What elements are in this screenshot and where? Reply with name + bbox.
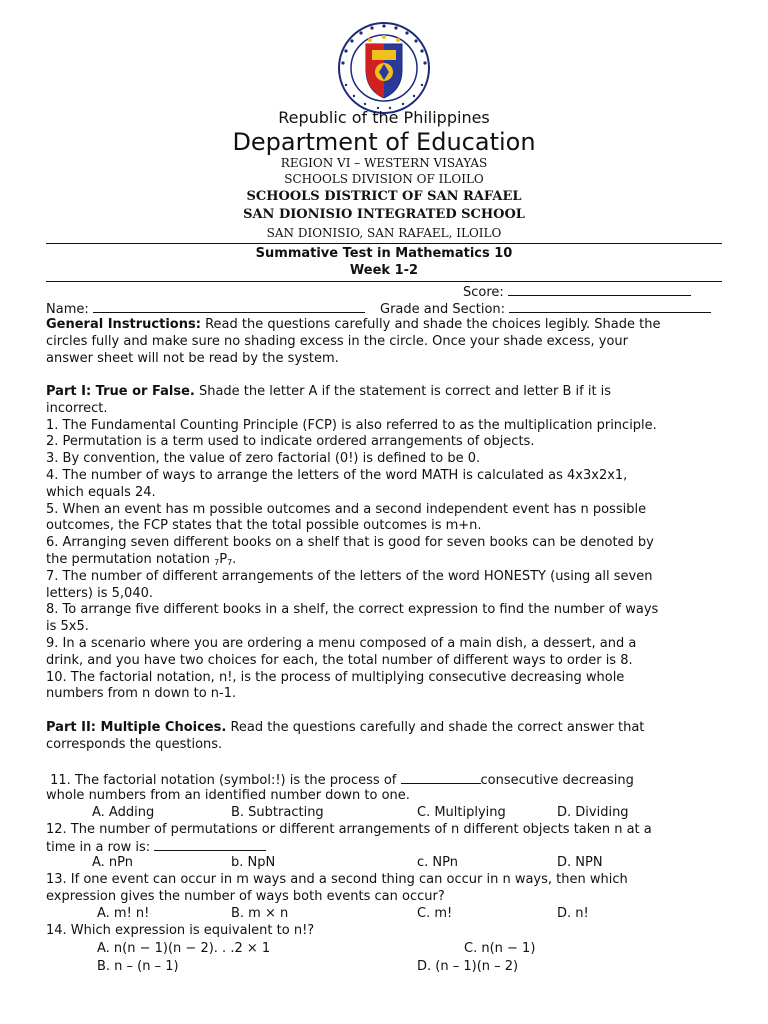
instructions-label: General Instructions: <box>46 317 201 332</box>
question-11 <box>46 771 634 790</box>
week-label: Week 1-2 <box>349 263 419 278</box>
question-5-cont: outcomes, the FCP states that the total possible outcomes is m+n. <box>46 518 482 533</box>
question-13-cont: expression gives the number of ways both events can occur? <box>46 889 445 904</box>
region-line: REGION VI – WESTERN VISAYAS <box>280 156 488 170</box>
school-address: SAN DIONISIO, SAN RAFAEL, ILOILO <box>266 226 502 240</box>
instructions-line-2: circles fully and make sure no shading excess in the circle. Once your shade excess, your <box>46 334 628 349</box>
q13-choice-b[interactable]: B. m × n <box>231 906 289 921</box>
name-field[interactable] <box>46 300 365 319</box>
permutation-p: P <box>219 552 228 567</box>
q11-choice-a[interactable]: A. Adding <box>92 805 155 820</box>
score-label: Score: <box>463 285 504 300</box>
part2-instructions-1: Read the questions carefully and shade the correct answer that <box>230 720 645 735</box>
q11-choice-d[interactable]: D. Dividing <box>557 805 629 820</box>
part2-heading <box>46 720 644 737</box>
deped-seal-logo <box>332 20 436 116</box>
instructions-text-1: Read the questions carefully and shade the choices legibly. Shade the <box>205 317 661 332</box>
grade-section-field[interactable] <box>380 300 711 319</box>
question-7-cont: letters) is 5,040. <box>46 586 153 601</box>
q14-choice-d[interactable]: D. (n – 1)(n – 2) <box>417 959 519 974</box>
school-name: SAN DIONISIO INTEGRATED SCHOOL <box>243 207 525 222</box>
question-12: 12. The number of permutations or different arrangements of n different objects taken n at a <box>46 822 652 837</box>
question-11-text-a: 11. The factorial notation (symbol:!) is the process of <box>46 773 401 788</box>
name-blank[interactable] <box>93 300 365 313</box>
instructions-line-3: answer sheet will not be read by the system. <box>46 351 339 366</box>
question-4-cont: which equals 24. <box>46 485 156 500</box>
question-8-cont: is 5x5. <box>46 619 89 634</box>
q11-choice-c[interactable]: C. Multiplying <box>417 805 506 820</box>
question-2: 2. Permutation is a term used to indicate ordered arrangements of objects. <box>46 434 535 449</box>
district-line: SCHOOLS DISTRICT OF SAN RAFAEL <box>246 189 522 204</box>
question-11-cont: whole numbers from an identified number down to one. <box>46 788 410 803</box>
score-field[interactable] <box>463 283 691 302</box>
question-10: 10. The factorial notation, n!, is the process of multiplying consecutive decreasing whole <box>46 670 625 685</box>
question-11-text-b: consecutive decreasing <box>480 773 634 788</box>
question-11-blank[interactable] <box>401 771 481 784</box>
part1-instructions-1: Shade the letter A if the statement is correct and letter B if it is <box>198 384 612 399</box>
question-6: 6. Arranging seven different books on a shelf that is good for seven books can be denoted by <box>46 535 654 550</box>
q13-choice-a[interactable]: A. m! n! <box>97 906 150 921</box>
q12-choice-a[interactable]: A. nPn <box>92 855 134 870</box>
permutation-subscript-r: 7 <box>227 558 233 567</box>
question-14: 14. Which expression is equivalent to n!? <box>46 923 315 938</box>
part1-heading <box>46 384 611 401</box>
instructions-line-1 <box>46 317 660 334</box>
department-heading: Department of Education <box>232 128 536 156</box>
part2-label: Part II: Multiple Choices. <box>46 720 227 735</box>
part1-label: Part I: True or False. <box>46 384 195 399</box>
question-12-text-b: time in a row is: <box>46 840 151 855</box>
q11-choice-b[interactable]: B. Subtracting <box>231 805 324 820</box>
part1-instructions-2: incorrect. <box>46 401 108 416</box>
header-divider <box>46 243 722 244</box>
question-12-cont <box>46 838 266 857</box>
question-6-text: the permutation notation <box>46 552 215 567</box>
test-title: Summative Test in Mathematics 10 <box>255 246 513 261</box>
q13-choice-d[interactable]: D. n! <box>557 906 589 921</box>
permutation-subscript-n: 7 <box>214 558 220 567</box>
question-12-blank[interactable] <box>154 838 266 851</box>
question-1: 1. The Fundamental Counting Principle (FCP) is also referred to as the multiplication principle. <box>46 418 657 433</box>
republic-heading: Republic of the Philippines <box>278 108 490 127</box>
q14-choice-b[interactable]: B. n – (n – 1) <box>97 959 179 974</box>
question-9-cont: drink, and you have two choices for each, the total number of different ways to order is 8. <box>46 653 633 668</box>
q14-choice-c[interactable]: C. n(n − 1) <box>464 941 536 956</box>
grade-section-label: Grade and Section: <box>380 302 506 317</box>
name-label: Name: <box>46 302 89 317</box>
question-7: 7. The number of different arrangements of the letters of the word HONESTY (using all seven <box>46 569 653 584</box>
q12-choice-d[interactable]: D. NPN <box>557 855 603 870</box>
question-3: 3. By convention, the value of zero factorial (0!) is defined to be 0. <box>46 451 481 466</box>
question-8: 8. To arrange five different books in a shelf, the correct expression to find the number of ways <box>46 602 659 617</box>
division-line: SCHOOLS DIVISION OF ILOILO <box>284 172 484 186</box>
q13-choice-c[interactable]: C. m! <box>417 906 453 921</box>
title-divider <box>46 281 722 282</box>
question-6-period: . <box>232 552 237 567</box>
part2-instructions-2: corresponds the questions. <box>46 737 223 752</box>
q12-choice-c[interactable]: c. NPn <box>417 855 458 870</box>
question-9: 9. In a scenario where you are ordering a menu composed of a main dish, a dessert, and a <box>46 636 637 651</box>
grade-section-blank[interactable] <box>509 300 711 313</box>
question-5: 5. When an event has m possible outcomes and a second independent event has n possible <box>46 502 647 517</box>
q12-choice-b[interactable]: b. NpN <box>231 855 276 870</box>
question-10-cont: numbers from n down to n-1. <box>46 686 237 701</box>
q14-choice-a[interactable]: A. n(n − 1)(n − 2). . .2 × 1 <box>97 941 271 956</box>
question-4: 4. The number of ways to arrange the letters of the word MATH is calculated as 4x3x2x1, <box>46 468 628 483</box>
score-blank[interactable] <box>508 283 691 296</box>
question-13: 13. If one event can occur in m ways and a second thing can occur in n ways, then which <box>46 872 628 887</box>
